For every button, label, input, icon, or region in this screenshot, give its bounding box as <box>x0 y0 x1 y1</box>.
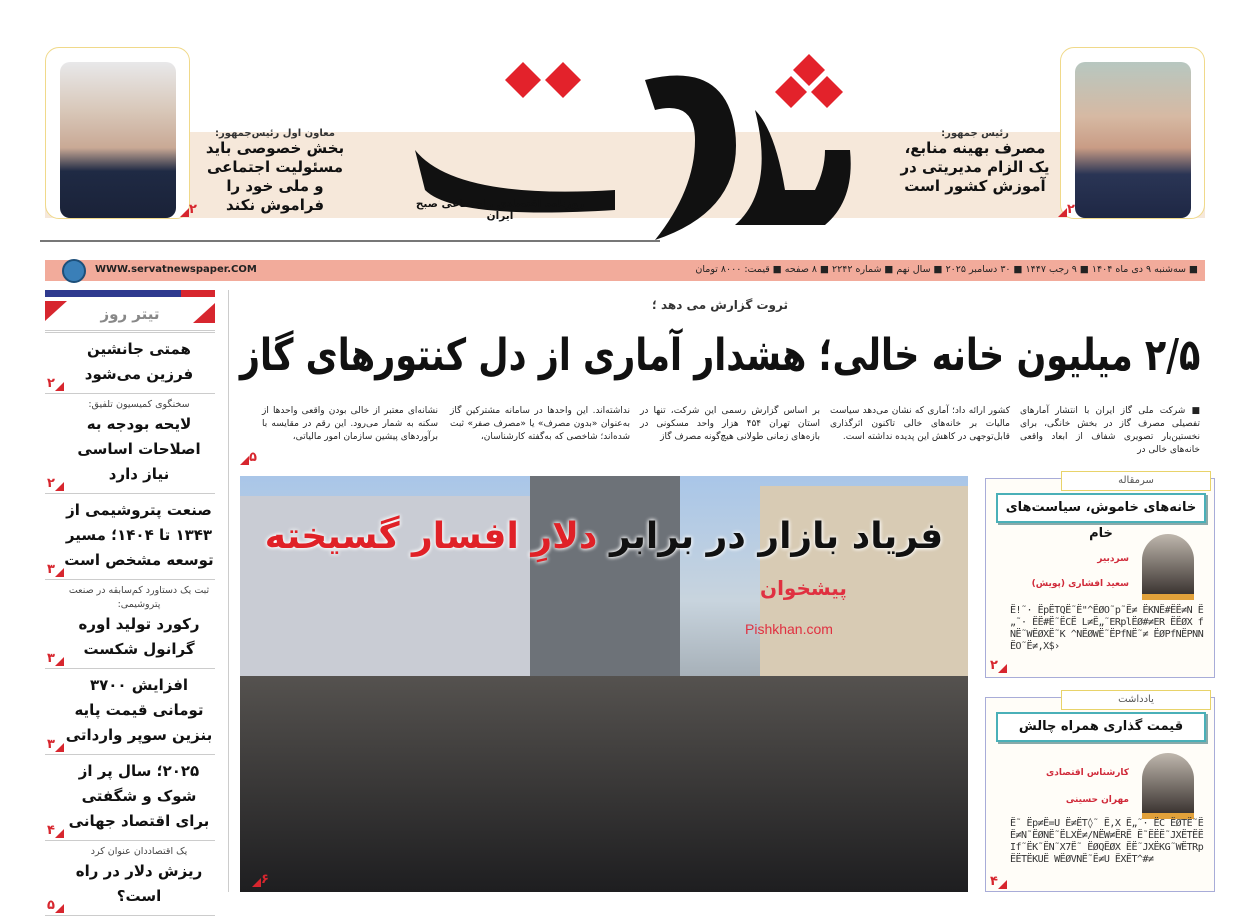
teaser-title: بخش خصوصی باید مسئولیت اجتماعی و ملی خود را فراموش نکند <box>205 139 345 214</box>
page-ref[interactable]: ۳ <box>47 733 64 752</box>
photo-title <box>250 516 958 557</box>
author-photo <box>1142 534 1194 600</box>
triangle-icon <box>55 568 64 577</box>
lead-supra: ثروت گزارش می دهد ؛ <box>651 298 788 312</box>
triangle-icon <box>180 208 189 217</box>
page-ref[interactable]: ۳ <box>47 647 64 666</box>
watermark-url: Pishkhan.com <box>745 621 833 637</box>
page-ref[interactable]: ۴ <box>47 819 64 838</box>
author-role: کارشناس اقتصادی <box>1045 768 1129 778</box>
sidebar-headline[interactable] <box>45 669 215 755</box>
dateline: ■ سه‌شنبه ۹ دی ماه ۱۴۰۴ ■ ۹ رجب ۱۴۴۷ ■ ۳۰ دسامبر ۲۰۲۵ ■ سال نهم ■ شماره ۲۲۴۲ ■ ۸ صفحه ■ قیمت: ۸۰۰۰ تومان <box>695 264 1198 275</box>
author-name: سعید افشاری (پویش) <box>1031 579 1129 589</box>
author-name: مهران حسینی <box>1065 795 1129 805</box>
headline-title: همتی جانشین فرزین می‌شود <box>84 340 194 383</box>
triangle-icon <box>55 382 64 391</box>
page-ref[interactable]: ۵ <box>47 894 64 913</box>
triangle-icon <box>55 829 64 838</box>
lead-headline[interactable] <box>240 330 1200 390</box>
teaser-portrait-left[interactable] <box>60 62 176 218</box>
sidebar-header <box>45 297 215 333</box>
headline-kicker: سخنگوی کمیسیون تلفیق: <box>88 399 190 410</box>
lead-column: کشور ارائه داد؛ آماری که نشان می‌دهد سیاست مالیات بر خانه‌های خالی تاکنون اثرگذاری قابل‌توجهی در کاهش این پدیده نداشته است. <box>830 406 1010 442</box>
triangle-icon <box>55 904 64 913</box>
opinion-box-note[interactable] <box>985 694 1215 892</box>
teaser-kicker: معاون اول رئیس‌جمهور: <box>215 128 335 139</box>
triangle-icon <box>240 456 249 465</box>
page-ref[interactable]: ۵ <box>240 446 257 465</box>
page-ref[interactable]: ۳ <box>47 558 64 577</box>
divider <box>40 240 660 242</box>
triangle-icon <box>998 880 1007 889</box>
triangle-icon <box>252 878 261 887</box>
sidebar-headline[interactable] <box>45 394 215 494</box>
headline-title: صنعت پتروشیمی از ۱۳۴۳ تا ۱۴۰۴؛ مسیر توسعه مشخص است <box>64 501 214 569</box>
teaser-kicker: رئیس جمهور: <box>941 128 1009 139</box>
page-ref[interactable]: ۲ <box>1058 198 1075 217</box>
headline-title: افزایش ۳۷۰۰ تومانی قیمت پایه بنزین سوپر وارداتی <box>65 676 213 744</box>
lead-headline-text: ۲/۵ میلیون خانه خالی؛ هشدار آماری از دل کنتورهای گاز <box>239 330 1201 381</box>
teaser-portrait-right[interactable] <box>1075 62 1191 218</box>
sidebar-headline[interactable] <box>45 333 215 394</box>
triangle-icon <box>193 303 215 323</box>
opinion-title: خانه‌های خاموش، سیاست‌های خام <box>996 493 1206 523</box>
teaser-right[interactable] <box>900 128 1050 196</box>
sidebar-header-label: تیتر روز <box>100 305 160 323</box>
sidebar-headline[interactable] <box>45 580 215 669</box>
crowd <box>240 676 968 892</box>
page-ref[interactable]: ۴ <box>990 870 1007 889</box>
headline-title: ریزش دلار در راه است؟ <box>75 862 203 905</box>
photo-title-red: دلارِ افسار گسیخته <box>264 516 598 557</box>
website-link[interactable]: WWW.servatnewspaper.COM <box>95 264 257 275</box>
triangle-icon <box>45 301 67 321</box>
page-ref[interactable]: ۲ <box>47 472 64 491</box>
opinion-tag: یادداشت <box>1061 690 1211 710</box>
author-photo <box>1142 753 1194 819</box>
photo-title-black: فریاد بازار در برابر <box>609 516 944 557</box>
triangle-icon <box>55 482 64 491</box>
triangle-icon <box>55 743 64 752</box>
globe-icon <box>62 259 86 283</box>
sidebar-headline[interactable] <box>45 755 215 841</box>
author-role: سردبیر <box>1097 554 1129 564</box>
opinion-text: Ë!˜· ËpËTQË˜Ë"^ËØO˜p˜Ë≠ ËKNË#ËË≠N Ë„˜· ËË#Ë˜ËCË L≠Ë„˜ERplËØ#≠ER ËËØX fNË˜WËØXË˜K ^NËØWË˜ËPfNË˜≠ ËØPfNËPNNËO˜Ë≠,X$› <box>1010 605 1204 652</box>
sidebar <box>45 290 215 916</box>
page-ref[interactable]: ۲ <box>47 372 64 391</box>
column-divider <box>228 290 229 892</box>
opinion-title: قیمت گذاری همراه چالش <box>996 712 1206 742</box>
lead-column: ■ شرکت ملی گاز ایران با انتشار آمارهای تفصیلی مصرف گاز در بخش خانگی، برای نخستین‌بار تصویری شفاف از ابعاد واقعی خانه‌های خالی در <box>1020 406 1200 455</box>
page-ref[interactable]: ۲ <box>180 198 197 217</box>
page-ref[interactable]: ۲ <box>990 654 1007 673</box>
headline-title: ۲۰۲۵؛ سال پر از شوک و شگفتی برای اقتصاد جهانی <box>68 762 210 830</box>
page-ref[interactable]: ۶ <box>252 868 269 887</box>
triangle-icon <box>55 657 64 666</box>
triangle-icon <box>998 664 1007 673</box>
headline-kicker: یک اقتصاددان عنوان کرد <box>90 846 188 857</box>
sidebar-headline[interactable] <box>45 841 215 916</box>
tagline: روزنامه اقتصادی ، اجتماعی صبح ایران <box>415 198 585 222</box>
sidebar-headline[interactable] <box>45 494 215 580</box>
main-photo[interactable] <box>240 476 968 892</box>
teaser-title: مصرف بهینه منابع، یک الزام مدیریتی در آموزش کشور است <box>900 139 1050 195</box>
lead-column: بر اساس گزارش رسمی این شرکت، تنها در استان تهران ۴۵۴ هزار واحد مسکونی در بازه‌های زمانی طولانی هیچ‌گونه مصرف گاز <box>640 406 821 442</box>
headline-title: لایحه بودجه به اصلاحات اساسی نیاز دارد <box>77 415 201 483</box>
lead-column: نشانه‌ای معتبر از خالی بودن واقعی واحدها از سکنه به شمار می‌رود. این رقم در مقایسه با برآوردهای پیشین سازمان امور مالیاتی، <box>262 406 438 442</box>
triangle-icon <box>1058 208 1067 217</box>
headline-kicker: ثبت یک دستاورد کم‌سابقه در صنعت پتروشیمی: <box>68 585 210 610</box>
lead-column: نداشته‌اند. این واحدها در سامانه مشترکین گاز به‌عنوان «بدون مصرف» یا «مصرف صفر» ثبت شده‌اند؛ شاخصی که به‌گفته کارشناسان، <box>450 406 630 442</box>
building <box>530 476 680 676</box>
opinion-box-editorial[interactable] <box>985 475 1215 678</box>
teaser-left[interactable] <box>200 128 350 215</box>
headline-title: رکورد تولید اوره گرانول شکست <box>78 615 200 658</box>
opinion-text: Ë˜ Ëp≠Ë=U Ë≠ËT◊˜ Ë,X Ë„˜· ËC ËØTË˜ËË≠N˜ËØNË˜ËLXË≠/NËW≠ËRË Ë˜ËËË˜JXËTËËIf˜ËK˜ËN˜X7Ë˜ ËØQËØX ËË˜JXËKG˜WËTRpËËTËKUË WËØVNË˜Ë≠U ËXËT^#≠ <box>1010 818 1204 865</box>
opinion-tag: سرمقاله <box>1061 471 1211 491</box>
sidebar-top-bar <box>45 290 215 297</box>
watermark: پیشخوان <box>760 576 847 600</box>
